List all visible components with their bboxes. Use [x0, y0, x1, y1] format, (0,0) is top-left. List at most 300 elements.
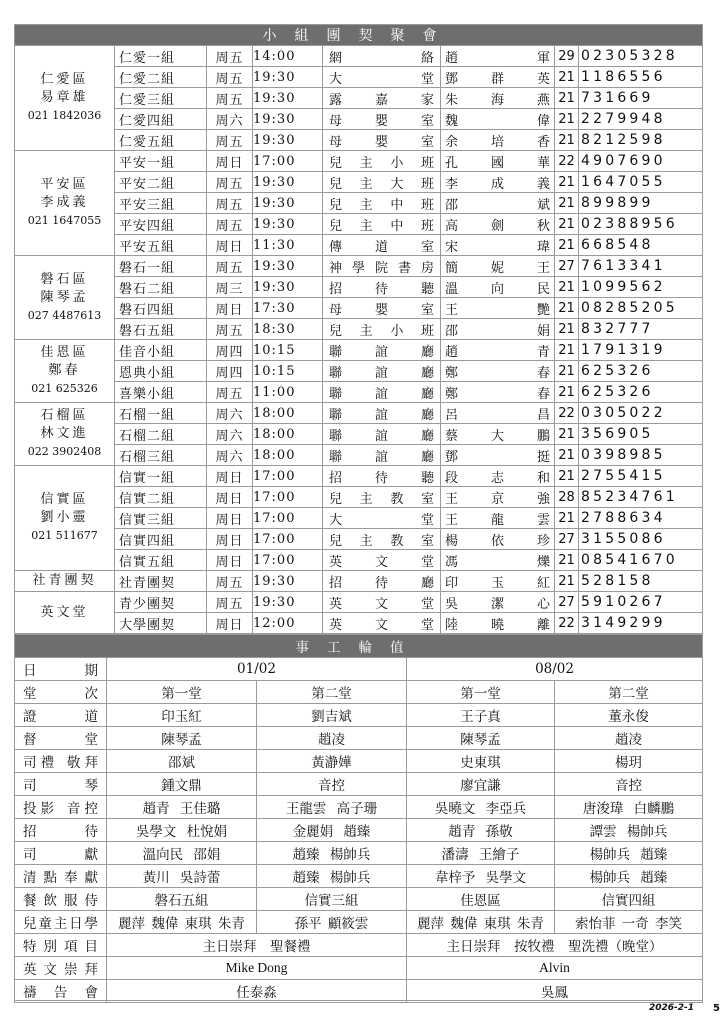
meeting-day: 周日 — [207, 529, 253, 550]
phone-number: 625326 — [579, 361, 703, 382]
duty-cell: 趙凌 — [257, 727, 407, 750]
meeting-time: 10:15 — [253, 361, 323, 382]
meeting-place: 英文堂 — [323, 550, 441, 571]
meeting-day: 周六 — [207, 445, 253, 466]
meeting-day: 周日 — [207, 466, 253, 487]
group-leader: 王艷 — [441, 298, 555, 319]
duty-cell: 楊帥兵 趙臻 — [555, 842, 703, 865]
group-name: 大學團契 — [115, 613, 207, 634]
duty-cell: 潘濤 王繪子 — [407, 842, 555, 865]
group-name: 信實四組 — [115, 529, 207, 550]
duty-row — [15, 819, 703, 842]
district-phone: 027 4487613 — [27, 308, 102, 322]
group-name: 磐石二組 — [115, 277, 207, 298]
district-phone: 021 1647055 — [27, 214, 102, 227]
phone-number: 4907690 — [579, 151, 703, 172]
duty-row — [15, 681, 703, 704]
district-cell — [15, 46, 115, 151]
duty-cell: 史東琪 — [407, 750, 555, 773]
duty-cell: 磐石五組 — [107, 888, 257, 911]
groups-table — [14, 24, 703, 634]
meeting-day: 周五 — [207, 88, 253, 109]
meeting-time: 19:30 — [253, 130, 323, 151]
meeting-time: 19:30 — [253, 592, 323, 613]
group-name: 仁愛二組 — [115, 67, 207, 88]
meeting-day: 周日 — [207, 151, 253, 172]
phone-number: 3155086 — [579, 529, 703, 550]
district-name: 信實區 — [40, 492, 89, 507]
duty-cell: Alvin — [407, 957, 703, 980]
group-name: 平安四組 — [115, 214, 207, 235]
footer-date: 2026-2-1 — [648, 1003, 694, 1013]
group-name: 信實三組 — [115, 508, 207, 529]
duty-label: 司禮 敬拜 — [15, 750, 107, 773]
duty-cell: 音控 — [257, 773, 407, 796]
meeting-place: 兒主小班 — [323, 151, 441, 172]
meeting-time: 19:30 — [253, 214, 323, 235]
duty-cell: 趙臻 楊帥兵 — [257, 842, 407, 865]
duty-cell: 鍾文鼎 — [107, 773, 257, 796]
meeting-place: 網絡 — [323, 46, 441, 67]
group-row — [15, 172, 703, 193]
phone-area: 21 — [555, 214, 579, 235]
meeting-place: 神學院書房 — [323, 256, 441, 277]
duty-row — [15, 934, 703, 957]
phone-area: 27 — [555, 256, 579, 277]
meeting-day: 周五 — [207, 256, 253, 277]
duty-cell: 吳學文 杜悅娟 — [107, 819, 257, 842]
group-leader: 李成義 — [441, 172, 555, 193]
district-leader: 劉小靈 — [40, 510, 89, 525]
duty-label: 兒童主日學 — [15, 911, 107, 934]
meeting-time: 18:00 — [253, 424, 323, 445]
phone-area: 29 — [555, 46, 579, 67]
meeting-day: 周日 — [207, 298, 253, 319]
duty-row — [15, 865, 703, 888]
district-cell — [15, 151, 115, 256]
duty-label: 證道 — [15, 704, 107, 727]
phone-number: 3149299 — [579, 613, 703, 634]
group-row — [15, 424, 703, 445]
group-leader: 魏偉 — [441, 109, 555, 130]
duty-cell: 邵斌 — [107, 750, 257, 773]
group-row — [15, 550, 703, 571]
phone-area: 21 — [555, 88, 579, 109]
meeting-place: 兒主小班 — [323, 319, 441, 340]
district-name: 英文堂 — [40, 604, 89, 620]
meeting-day: 周日 — [207, 613, 253, 634]
meeting-day: 周五 — [207, 172, 253, 193]
phone-number: 2279948 — [579, 109, 703, 130]
group-row — [15, 466, 703, 487]
phone-area: 21 — [555, 445, 579, 466]
meeting-time: 19:30 — [253, 88, 323, 109]
duty-cell: 劉吉斌 — [257, 704, 407, 727]
meeting-day: 周四 — [207, 361, 253, 382]
district-name: 石榴區 — [40, 408, 89, 423]
group-leader: 陸曉離 — [441, 613, 555, 634]
phone-number: 1099562 — [579, 277, 703, 298]
group-leader: 鄭春 — [441, 361, 555, 382]
group-row — [15, 529, 703, 550]
meeting-time: 18:00 — [253, 403, 323, 424]
meeting-place: 傳道室 — [323, 235, 441, 256]
duty-cell: 吳曉文 李亞兵 — [407, 796, 555, 819]
phone-area: 22 — [555, 613, 579, 634]
meeting-day: 周六 — [207, 403, 253, 424]
phone-number: 2755415 — [579, 466, 703, 487]
group-row — [15, 445, 703, 466]
groups-header: 小組團契聚會 — [15, 25, 703, 46]
duty-row — [15, 957, 703, 980]
phone-area: 21 — [555, 277, 579, 298]
duty-cell: 王子真 — [407, 704, 555, 727]
group-name: 仁愛四組 — [115, 109, 207, 130]
district-leader: 易章雄 — [40, 90, 89, 105]
group-name: 恩典小組 — [115, 361, 207, 382]
district-leader: 陳琴孟 — [40, 289, 89, 305]
meeting-place: 母嬰室 — [323, 130, 441, 151]
group-row — [15, 130, 703, 151]
meeting-day: 周六 — [207, 424, 253, 445]
group-name: 磐石一組 — [115, 256, 207, 277]
duty-row — [15, 704, 703, 727]
meeting-day: 周日 — [207, 508, 253, 529]
duty-cell: 溫向民 邵娟 — [107, 842, 257, 865]
phone-area: 21 — [555, 67, 579, 88]
district-leader: 李成義 — [40, 195, 89, 210]
group-row — [15, 319, 703, 340]
group-name: 平安一組 — [115, 151, 207, 172]
phone-number: 625326 — [579, 382, 703, 403]
phone-area: 27 — [555, 529, 579, 550]
duty-cell: 廖宜謙 — [407, 773, 555, 796]
phone-number: 8212598 — [579, 130, 703, 151]
group-leader: 楊依珍 — [441, 529, 555, 550]
group-row — [15, 298, 703, 319]
group-leader: 段志和 — [441, 466, 555, 487]
group-row — [15, 277, 703, 298]
duty-cell: 楊玥 — [555, 750, 703, 773]
phone-number: 899899 — [579, 193, 703, 214]
duty-cell: 唐浚瑋 白麟鵬 — [555, 796, 703, 819]
meeting-place: 招待聽 — [323, 277, 441, 298]
phone-area: 21 — [555, 466, 579, 487]
group-row — [15, 487, 703, 508]
phone-number: 356905 — [579, 424, 703, 445]
group-leader: 呂昌 — [441, 403, 555, 424]
meeting-day: 周五 — [207, 193, 253, 214]
group-name: 石榴三組 — [115, 445, 207, 466]
duty-cell: 陳琴孟 — [107, 727, 257, 750]
phone-area: 21 — [555, 319, 579, 340]
duty-label: 英文崇拜 — [15, 957, 107, 980]
meeting-place: 聯誼廳 — [323, 445, 441, 466]
group-name: 青少團契 — [115, 592, 207, 613]
group-leader: 鄧群英 — [441, 67, 555, 88]
phone-area: 28 — [555, 487, 579, 508]
duty-cell: 主日崇拜 聖餐禮 — [107, 934, 407, 957]
meeting-day: 周五 — [207, 571, 253, 592]
duty-label: 投影 音控 — [15, 796, 107, 819]
district-phone: 021 511677 — [31, 529, 98, 542]
phone-number: 0398985 — [579, 445, 703, 466]
group-row — [15, 613, 703, 634]
meeting-day: 周五 — [207, 382, 253, 403]
meeting-time: 17:00 — [253, 466, 323, 487]
group-leader: 馮爍 — [441, 550, 555, 571]
phone-area: 22 — [555, 403, 579, 424]
district-cell — [15, 403, 115, 466]
phone-area: 21 — [555, 571, 579, 592]
meeting-time: 18:00 — [253, 445, 323, 466]
duty-row — [15, 796, 703, 819]
duty-label: 招待 — [15, 819, 107, 842]
duty-cell: 董永俊 — [555, 704, 703, 727]
phone-number: 08541670 — [579, 550, 703, 571]
group-name: 信實一組 — [115, 466, 207, 487]
duty-cell: 主日崇拜 按牧禮 聖洗禮（晚堂） — [407, 934, 703, 957]
group-name: 仁愛五組 — [115, 130, 207, 151]
meeting-day: 周四 — [207, 340, 253, 361]
meeting-time: 19:30 — [253, 193, 323, 214]
group-name: 平安二組 — [115, 172, 207, 193]
group-name: 平安五組 — [115, 235, 207, 256]
phone-number: 832777 — [579, 319, 703, 340]
group-name: 磐石五組 — [115, 319, 207, 340]
meeting-place: 大堂 — [323, 508, 441, 529]
duty-row — [15, 773, 703, 796]
group-row — [15, 109, 703, 130]
footer-rule — [14, 1000, 702, 1001]
group-row — [15, 256, 703, 277]
district-phone: 022 3902408 — [27, 445, 102, 458]
meeting-time: 17:00 — [253, 151, 323, 172]
page-number: 5 — [713, 1003, 720, 1014]
phone-number: 02388956 — [579, 214, 703, 235]
duty-label: 司獻 — [15, 842, 107, 865]
phone-number: 1186556 — [579, 67, 703, 88]
phone-area: 21 — [555, 193, 579, 214]
group-name: 信實二組 — [115, 487, 207, 508]
district-cell — [15, 466, 115, 571]
phone-number: 85234761 — [579, 487, 703, 508]
phone-number: 528158 — [579, 571, 703, 592]
duty-cell: 第一堂 — [107, 681, 257, 704]
meeting-place: 招待聽 — [323, 466, 441, 487]
phone-area: 21 — [555, 172, 579, 193]
group-name: 社青團契 — [115, 571, 207, 592]
meeting-day: 周三 — [207, 277, 253, 298]
phone-area: 22 — [555, 151, 579, 172]
group-name: 平安三組 — [115, 193, 207, 214]
meeting-place: 聯誼廳 — [323, 382, 441, 403]
meeting-time: 19:30 — [253, 256, 323, 277]
duty-label: 堂次 — [15, 681, 107, 704]
group-row — [15, 592, 703, 613]
duty-cell: 孫平 顧筱雲 — [257, 911, 407, 934]
duty-cell: 譚雲 楊帥兵 — [555, 819, 703, 842]
meeting-place: 英文堂 — [323, 613, 441, 634]
meeting-place: 露嘉家 — [323, 88, 441, 109]
group-leader: 王京強 — [441, 487, 555, 508]
meeting-time: 17:00 — [253, 508, 323, 529]
meeting-place: 母嬰室 — [323, 298, 441, 319]
district-cell — [15, 340, 115, 403]
group-row — [15, 46, 703, 67]
phone-number: 731669 — [579, 88, 703, 109]
phone-number: 1791319 — [579, 340, 703, 361]
duty-date-row — [15, 658, 703, 681]
duty-label: 日期 — [15, 658, 107, 681]
duty-cell: 佳恩區 — [407, 888, 555, 911]
duty-cell: 麗萍 魏偉 東琪 朱青 — [107, 911, 257, 934]
group-name: 佳音小組 — [115, 340, 207, 361]
phone-area: 21 — [555, 361, 579, 382]
group-name: 石榴一組 — [115, 403, 207, 424]
phone-number: 2788634 — [579, 508, 703, 529]
phone-area: 27 — [555, 592, 579, 613]
group-leader: 鄭春 — [441, 382, 555, 403]
group-leader: 高劍秋 — [441, 214, 555, 235]
duty-row — [15, 911, 703, 934]
group-row — [15, 508, 703, 529]
group-leader: 趙軍 — [441, 46, 555, 67]
meeting-place: 聯誼廳 — [323, 361, 441, 382]
duty-label: 督堂 — [15, 727, 107, 750]
meeting-time: 17:00 — [253, 550, 323, 571]
meeting-time: 19:30 — [253, 571, 323, 592]
group-leader: 余培香 — [441, 130, 555, 151]
meeting-place: 聯誼廳 — [323, 424, 441, 445]
meeting-day: 周六 — [207, 109, 253, 130]
duty-cell: 黃川 吳詩蕾 — [107, 865, 257, 888]
phone-number: 08285205 — [579, 298, 703, 319]
duty-label: 餐飲服侍 — [15, 888, 107, 911]
meeting-time: 19:30 — [253, 277, 323, 298]
meeting-time: 17:00 — [253, 487, 323, 508]
phone-number: 7613341 — [579, 256, 703, 277]
phone-number: 1647055 — [579, 172, 703, 193]
group-row — [15, 67, 703, 88]
district-cell — [15, 256, 115, 340]
duty-cell: 趙臻 楊帥兵 — [257, 865, 407, 888]
meeting-day: 周五 — [207, 319, 253, 340]
duty-row — [15, 842, 703, 865]
district-cell — [15, 571, 115, 592]
duty-cell: 黃瀞嬅 — [257, 750, 407, 773]
meeting-time: 10:15 — [253, 340, 323, 361]
group-leader: 王龍雲 — [441, 508, 555, 529]
group-row — [15, 403, 703, 424]
meeting-place: 兒主教室 — [323, 487, 441, 508]
group-leader: 蔡大鵬 — [441, 424, 555, 445]
district-phone: 021 625326 — [31, 382, 98, 395]
meeting-day: 周五 — [207, 67, 253, 88]
district-name: 磐石區 — [40, 271, 89, 287]
duty-cell: 第一堂 — [407, 681, 555, 704]
group-leader: 孔國華 — [441, 151, 555, 172]
duty-cell: 音控 — [555, 773, 703, 796]
meeting-day: 周五 — [207, 592, 253, 613]
duty-row — [15, 727, 703, 750]
phone-area: 21 — [555, 298, 579, 319]
meeting-day: 周日 — [207, 550, 253, 571]
group-name: 喜樂小組 — [115, 382, 207, 403]
duty-cell: 麗萍 魏偉 東琪 朱青 — [407, 911, 555, 934]
group-row — [15, 340, 703, 361]
duty-cell: 印玉紅 — [107, 704, 257, 727]
meeting-day: 周五 — [207, 214, 253, 235]
group-leader: 吳潔心 — [441, 592, 555, 613]
group-leader: 印玉紅 — [441, 571, 555, 592]
group-row — [15, 571, 703, 592]
meeting-time: 19:30 — [253, 67, 323, 88]
meeting-place: 英文堂 — [323, 592, 441, 613]
meeting-place: 大堂 — [323, 67, 441, 88]
phone-area: 21 — [555, 382, 579, 403]
group-name: 石榴二組 — [115, 424, 207, 445]
duty-cell: 索怡菲 一奇 李笑 — [555, 911, 703, 934]
group-leader: 鄧挺 — [441, 445, 555, 466]
duty-label: 禱告會 — [15, 980, 107, 1003]
group-row — [15, 382, 703, 403]
meeting-day: 周五 — [207, 46, 253, 67]
meeting-place: 母嬰室 — [323, 109, 441, 130]
phone-area: 21 — [555, 550, 579, 571]
district-name: 社青團契 — [32, 573, 97, 588]
meeting-place: 兒主中班 — [323, 214, 441, 235]
duty-row — [15, 888, 703, 911]
meeting-time: 18:30 — [253, 319, 323, 340]
duty-cell: 第二堂 — [555, 681, 703, 704]
phone-number: 0305022 — [579, 403, 703, 424]
duty-cell: Mike Dong — [107, 957, 407, 980]
duty-cell: 韋梓予 吳學文 — [407, 865, 555, 888]
duty-cell: 趙青 王佳璐 — [107, 796, 257, 819]
duty-cell: 王龍雲 高子珊 — [257, 796, 407, 819]
meeting-place: 招待廳 — [323, 571, 441, 592]
group-row — [15, 361, 703, 382]
group-row — [15, 235, 703, 256]
duty-cell: 信實三組 — [257, 888, 407, 911]
phone-area: 21 — [555, 424, 579, 445]
district-cell — [15, 592, 115, 634]
meeting-place: 兒主中班 — [323, 193, 441, 214]
group-row — [15, 214, 703, 235]
meeting-time: 11:30 — [253, 235, 323, 256]
duty-cell: 吳鳳 — [407, 980, 703, 1003]
district-leader: 鄭春 — [48, 363, 81, 378]
group-leader: 邵娟 — [441, 319, 555, 340]
meeting-place: 兒主教室 — [323, 529, 441, 550]
phone-area: 21 — [555, 109, 579, 130]
duty-cell: 第二堂 — [257, 681, 407, 704]
group-leader: 邵斌 — [441, 193, 555, 214]
group-leader: 宋瑋 — [441, 235, 555, 256]
phone-number: 02305328 — [579, 46, 703, 67]
meeting-time: 19:30 — [253, 172, 323, 193]
district-name: 仁愛區 — [40, 72, 89, 87]
meeting-time: 19:30 — [253, 109, 323, 130]
group-name: 信實五組 — [115, 550, 207, 571]
group-name: 磐石四組 — [115, 298, 207, 319]
meeting-place: 聯誼廳 — [323, 403, 441, 424]
phone-number: 5910267 — [579, 592, 703, 613]
duty-label: 司琴 — [15, 773, 107, 796]
phone-area: 21 — [555, 340, 579, 361]
duty-date: 08/02 — [407, 658, 703, 681]
